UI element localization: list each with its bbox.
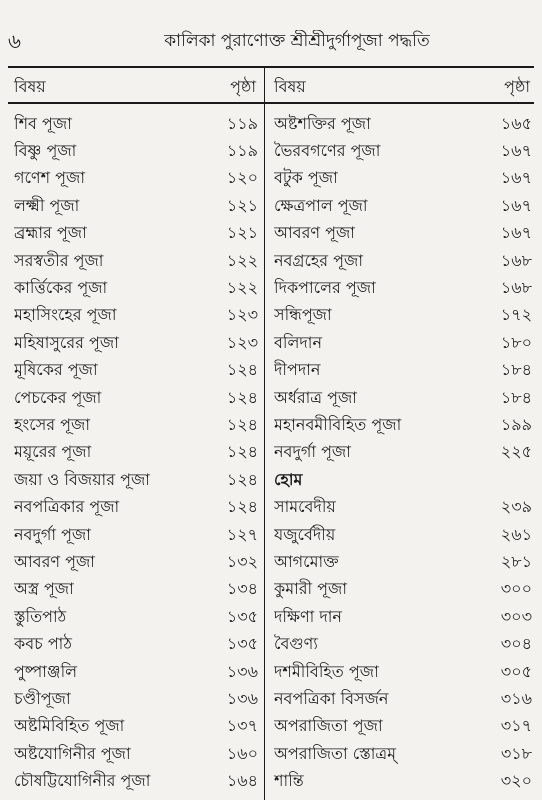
contents-entry	[14, 165, 258, 192]
entry-subject: ভৈরবগণের পূজা	[274, 141, 381, 161]
entry-page-number: ৩১৮	[500, 743, 532, 763]
contents-entry	[14, 110, 258, 137]
entry-page-number: ২২৫	[500, 442, 532, 462]
contents-entry	[14, 713, 258, 740]
entry-subject: অস্ত্র পূজা	[14, 579, 74, 599]
column-divider	[264, 68, 265, 800]
contents-entry	[274, 439, 532, 466]
entry-subject: কুমারী পূজা	[274, 579, 347, 599]
contents-entry	[274, 274, 532, 301]
entry-page-number: ১২১	[226, 223, 258, 243]
entry-subject: বিষ্ণু পূজা	[14, 141, 77, 161]
entry-subject: কবচ পাঠ	[14, 634, 72, 654]
entry-subject: বলিদান	[274, 332, 323, 352]
entry-page-number: ১২৩	[226, 305, 258, 325]
contents-entry	[274, 493, 532, 520]
entry-subject: চণ্ডীপূজা	[14, 688, 71, 708]
entry-subject: সরস্বতীর পূজা	[14, 250, 104, 270]
contents-entry	[14, 603, 258, 630]
entry-subject: স্তুতিপাঠ	[14, 606, 67, 626]
contents-entry	[14, 439, 258, 466]
entry-subject: অপরাজিতা স্তোত্রম্	[274, 743, 397, 763]
entry-subject: মহাসিংহের পূজা	[14, 305, 117, 325]
contents-entry	[274, 110, 532, 137]
contents-entry	[274, 658, 532, 685]
entry-page-number: ১৬৭	[500, 223, 532, 243]
entry-subject: শান্তি	[274, 771, 304, 791]
entry-page-number: ২৮১	[500, 551, 532, 571]
entry-subject: মূষিকের পূজা	[14, 360, 98, 380]
header-rule	[8, 66, 534, 68]
entry-page-number: ১৬৭	[500, 141, 532, 161]
entry-page-number: ৩১৬	[500, 688, 532, 708]
entry-subject: যজুর্বেদীয়	[274, 524, 336, 544]
contents-entry	[14, 357, 258, 384]
contents-entry	[274, 302, 532, 329]
entry-page-number: ১৬৪	[226, 771, 258, 791]
page-number: ৬	[8, 29, 22, 53]
entry-page-number: ২৩৯	[500, 497, 532, 517]
entry-subject: আবরণ পূজা	[14, 551, 95, 571]
section-heading	[274, 466, 532, 493]
entry-page-number: ৩১৭	[500, 716, 532, 736]
entry-subject: নবদুর্গা পূজা	[14, 524, 91, 544]
contents-entry	[274, 713, 532, 740]
entry-page-number: ১২২	[226, 250, 258, 270]
contents-entry	[274, 576, 532, 603]
entry-page-number: ১৩৫	[226, 606, 258, 626]
contents-entry	[14, 247, 258, 274]
entry-page-number: ১২৪	[226, 469, 258, 489]
entry-subject: মহিষাসুরের পূজা	[14, 332, 119, 352]
entry-subject: অষ্টমিবিহিত পূজা	[14, 716, 125, 736]
contents-entry	[14, 192, 258, 219]
entry-subject: দশমীবিহিত পূজা	[274, 661, 379, 681]
left-subject-heading: বিষয়	[14, 77, 46, 96]
contents-entry	[14, 576, 258, 603]
entry-subject: অষ্টশক্তির পূজা	[274, 113, 371, 133]
entry-subject: নবগ্রহের পূজা	[274, 250, 363, 270]
entry-subject: দিকপালের পূজা	[274, 278, 376, 298]
entry-page-number: ১৩২	[226, 551, 258, 571]
entry-subject: অপরাজিতা পূজা	[274, 716, 383, 736]
entry-subject: নবদুর্গা পূজা	[274, 442, 351, 462]
entry-subject: পুষ্পাঞ্জলি	[14, 661, 78, 681]
entry-page-number: ১৯৯	[500, 414, 532, 434]
entry-page-number: ২৬১	[500, 524, 532, 544]
contents-entry	[14, 685, 258, 712]
contents-entry	[14, 658, 258, 685]
contents-entry	[14, 767, 258, 794]
entry-page-number: ১৬৫	[500, 113, 532, 133]
entry-page-number: ১৬৮	[500, 278, 532, 298]
right-subject-heading: বিষয়	[274, 77, 306, 96]
entry-subject: অর্ধরাত্র পূজা	[274, 387, 357, 407]
entry-page-number: ১২১	[226, 195, 258, 215]
contents-entry	[14, 466, 258, 493]
entry-page-number: ৩০৫	[500, 661, 532, 681]
entry-page-number: ১২৩	[226, 332, 258, 352]
entry-page-number: ১৮৪	[500, 387, 532, 407]
contents-entry	[274, 603, 532, 630]
entry-page-number: ৩০৪	[500, 634, 532, 654]
contents-entry	[14, 220, 258, 247]
contents-entry	[274, 220, 532, 247]
contents-entry	[274, 685, 532, 712]
entry-subject: দীপদান	[274, 360, 321, 380]
entry-page-number: ১২৪	[226, 360, 258, 380]
entry-page-number: ১৬৮	[500, 250, 532, 270]
entry-page-number: ১১৯	[226, 113, 258, 133]
contents-entry	[274, 384, 532, 411]
entry-subject: হোম	[274, 469, 303, 489]
entry-subject: দক্ষিণা দান	[274, 606, 342, 626]
entry-page-number: ১২০	[226, 168, 258, 188]
contents-entry	[14, 329, 258, 356]
contents-entry	[274, 630, 532, 657]
entry-page-number: ১৩৭	[226, 716, 258, 736]
entry-subject: নবপত্রিকার পূজা	[14, 497, 120, 517]
entry-page-number: ১৩৫	[226, 634, 258, 654]
contents-entry	[14, 384, 258, 411]
contents-entry	[14, 411, 258, 438]
entry-page-number: ১১৯	[226, 141, 258, 161]
entry-subject: সন্ধিপূজা	[274, 305, 332, 325]
entry-subject: বৈগুণ্য	[274, 634, 318, 654]
contents-entry	[274, 740, 532, 767]
entry-subject: সামবেদীয়	[274, 497, 336, 517]
entry-page-number: ১৩৪	[226, 579, 258, 599]
entry-subject: গণেশ পূজা	[14, 168, 85, 188]
entry-page-number: ১৮০	[500, 332, 532, 352]
entry-page-number: ১৬৭	[500, 168, 532, 188]
entry-page-number: ১৩৬	[226, 688, 258, 708]
entry-subject: বটুক পূজা	[274, 168, 338, 188]
entry-subject: ময়ূরের পূজা	[14, 442, 92, 462]
entry-subject: মহানবমীবিহিত পূজা	[274, 414, 402, 434]
entry-subject: চৌষট্টিযোগিনীর পূজা	[14, 771, 151, 791]
entry-page-number: ১৬৭	[500, 195, 532, 215]
running-title: কালিকা পুরাণোক্ত শ্রীশ্রীদুর্গাপূজা পদ্ধতি	[164, 31, 430, 51]
entry-subject: নবপত্রিকা বিসর্জন	[274, 688, 389, 708]
entry-subject: লক্ষ্মী পূজা	[14, 195, 80, 215]
contents-entry	[14, 137, 258, 164]
contents-entry	[14, 740, 258, 767]
entry-page-number: ১৬০	[226, 743, 258, 763]
entry-page-number: ১৩৬	[226, 661, 258, 681]
contents-entry	[274, 247, 532, 274]
contents-right-column	[274, 110, 532, 795]
contents-entry	[14, 302, 258, 329]
contents-entry	[274, 521, 532, 548]
entry-subject: আবরণ পূজা	[274, 223, 355, 243]
entry-page-number: ১২২	[226, 278, 258, 298]
entry-page-number: ১২৪	[226, 497, 258, 517]
contents-entry	[274, 548, 532, 575]
entry-subject: অষ্টযোগিনীর পূজা	[14, 743, 131, 763]
contents-entry	[274, 767, 532, 794]
contents-entry	[14, 274, 258, 301]
entry-subject: পেচকের পূজা	[14, 387, 102, 407]
entry-subject: ক্ষেত্রপাল পূজা	[274, 195, 368, 215]
contents-entry	[14, 630, 258, 657]
contents-entry	[274, 192, 532, 219]
entry-page-number: ৩০৩	[500, 606, 532, 626]
entry-subject: আগমোক্ত	[274, 551, 339, 571]
contents-entry	[274, 137, 532, 164]
entry-subject: হংসের পূজা	[14, 414, 90, 434]
entry-page-number: ১৭২	[500, 305, 532, 325]
column-heading-rule	[8, 102, 534, 104]
contents-entry	[274, 329, 532, 356]
left-page-heading: পৃষ্ঠা	[230, 77, 256, 96]
entry-subject: কার্ত্তিকের পূজা	[14, 278, 108, 298]
contents-entry	[14, 548, 258, 575]
right-page-heading: পৃষ্ঠা	[504, 77, 530, 96]
contents-entry	[274, 357, 532, 384]
entry-page-number: ৩০০	[500, 579, 532, 599]
contents-entry	[274, 165, 532, 192]
contents-left-column	[14, 110, 258, 795]
entry-page-number: ১২৪	[226, 414, 258, 434]
entry-subject: জয়া ও বিজয়ার পূজা	[14, 469, 150, 489]
entry-page-number: ১২৪	[226, 387, 258, 407]
entry-subject: ব্রহ্মার পূজা	[14, 223, 87, 243]
contents-entry	[14, 493, 258, 520]
entry-page-number: ১৮৪	[500, 360, 532, 380]
contents-entry	[274, 411, 532, 438]
entry-subject: শিব পূজা	[14, 113, 72, 133]
entry-page-number: ৩২০	[500, 771, 532, 791]
contents-entry	[14, 521, 258, 548]
entry-page-number: ১২৭	[226, 524, 258, 544]
entry-page-number: ১২৪	[226, 442, 258, 462]
